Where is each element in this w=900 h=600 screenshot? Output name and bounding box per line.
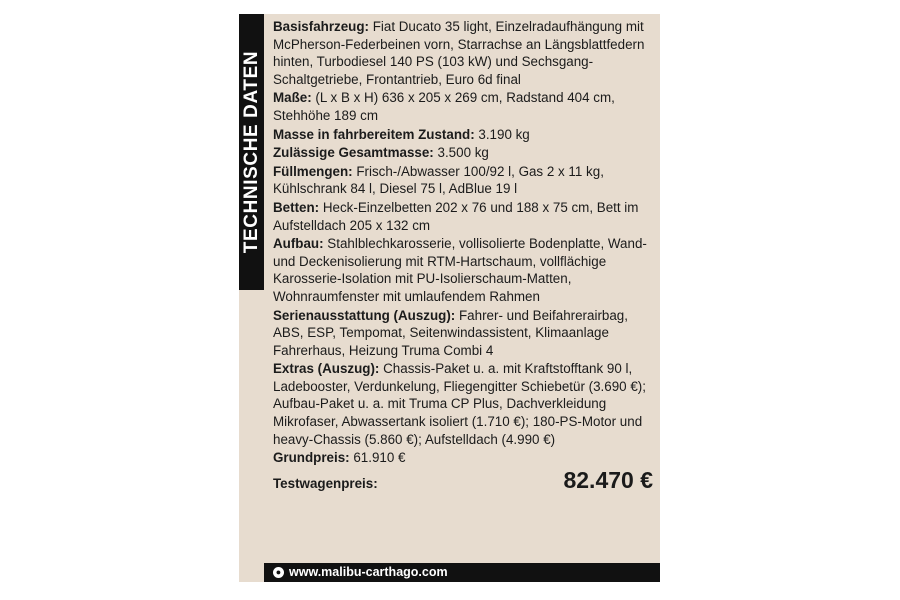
spec-label: Maße:: [273, 90, 312, 106]
spec-label: Aufbau:: [273, 236, 324, 252]
spec-value: Chassis-Paket u. a. mit Kraftstofftank 90 l, Ladebooster, Verdunkelung, Fliegengitter Schiebetür (3.690 €); Aufbau-Paket u. a. mit Truma CP Plus, Dachverkleidung Mikrofaser, Abwassertank isoliert (1.710 €); 180-PS-Motor und heavy-Chassis (5.860 €); Aufstelldach (4.990 €): [273, 361, 646, 447]
spec-aufbau: [273, 235, 653, 305]
spec-value: 3.500 kg: [433, 145, 489, 161]
spec-basisfahrzeug: [273, 18, 653, 88]
spec-value: (L x B x H) 636 x 205 x 269 cm, Radstand 404 cm, Stehhöhe 189 cm: [273, 90, 615, 123]
spec-betten: [273, 199, 653, 234]
spec-serienausstattung: [273, 307, 653, 360]
spec-label: Zulässige Gesamtmasse:: [273, 145, 434, 161]
sidebar-title: TECHNISCHE DATEN: [240, 50, 262, 254]
spec-label: Grundpreis:: [273, 450, 350, 466]
spec-value: Heck-Einzelbetten 202 x 76 und 188 x 75 cm, Bett im Aufstelldach 205 x 132 cm: [273, 199, 639, 233]
spec-value: 3.190 kg: [474, 126, 530, 142]
spec-label: Betten:: [273, 199, 320, 215]
spec-value: Stahlblechkarosserie, vollisolierte Bodenplatte, Wand- und Deckenisolierung mit RTM-Hartschaum, vollflächige Karosserie-Isolation mit PU-Isolierschaum-Matten, Wohnraumfenster mit umlaufendem Rahmen: [273, 236, 647, 304]
spec-gesamtmasse: [273, 144, 653, 162]
spec-label: Basisfahrzeug:: [273, 19, 369, 34]
spec-fuellmengen: [273, 163, 653, 198]
spec-masse: [273, 89, 653, 124]
spec-extras: [273, 360, 653, 448]
spec-value: Fahrer- und Beifahrerairbag, ABS, ESP, Tempomat, Seitenwindassistent, Klimaanlage Fahrerhaus, Heizung Truma Combi 4: [273, 307, 628, 358]
spec-label: Füllmengen:: [273, 163, 353, 179]
test-price-row: [273, 468, 653, 493]
link-icon: ●: [273, 567, 284, 578]
spec-label: Extras (Auszug):: [273, 361, 380, 377]
spec-value: 61.910 €: [349, 450, 406, 466]
website-link[interactable]: www.malibu-carthago.com: [289, 565, 448, 579]
spec-list: [273, 18, 653, 492]
spec-grundpreis: [273, 449, 653, 467]
spec-value: Fiat Ducato 35 light, Einzelradaufhängung mit McPherson-Federbeinen vorn, Starrachse an Längsblattfedern hinten, Turbodiesel 140 PS (103 kW) und Sechsgang-Schaltgetriebe, Frontantrieb, Euro 6d final: [273, 19, 645, 87]
test-price-value: 82.470 €: [563, 466, 653, 493]
footer-bar: [264, 563, 660, 582]
test-price-label: Testwagenpreis:: [273, 475, 378, 491]
spec-masse-fahrbereit: [273, 126, 653, 144]
technical-data-box: [239, 14, 660, 582]
spec-label: Serienausstattung (Auszug):: [273, 307, 456, 323]
spec-value: Frisch-/Abwasser 100/92 l, Gas 2 x 11 kg, Kühlschrank 84 l, Diesel 75 l, AdBlue 19 l: [273, 163, 604, 197]
spec-label: Masse in fahrbereitem Zustand:: [273, 126, 475, 142]
sidebar-label: [239, 14, 264, 290]
